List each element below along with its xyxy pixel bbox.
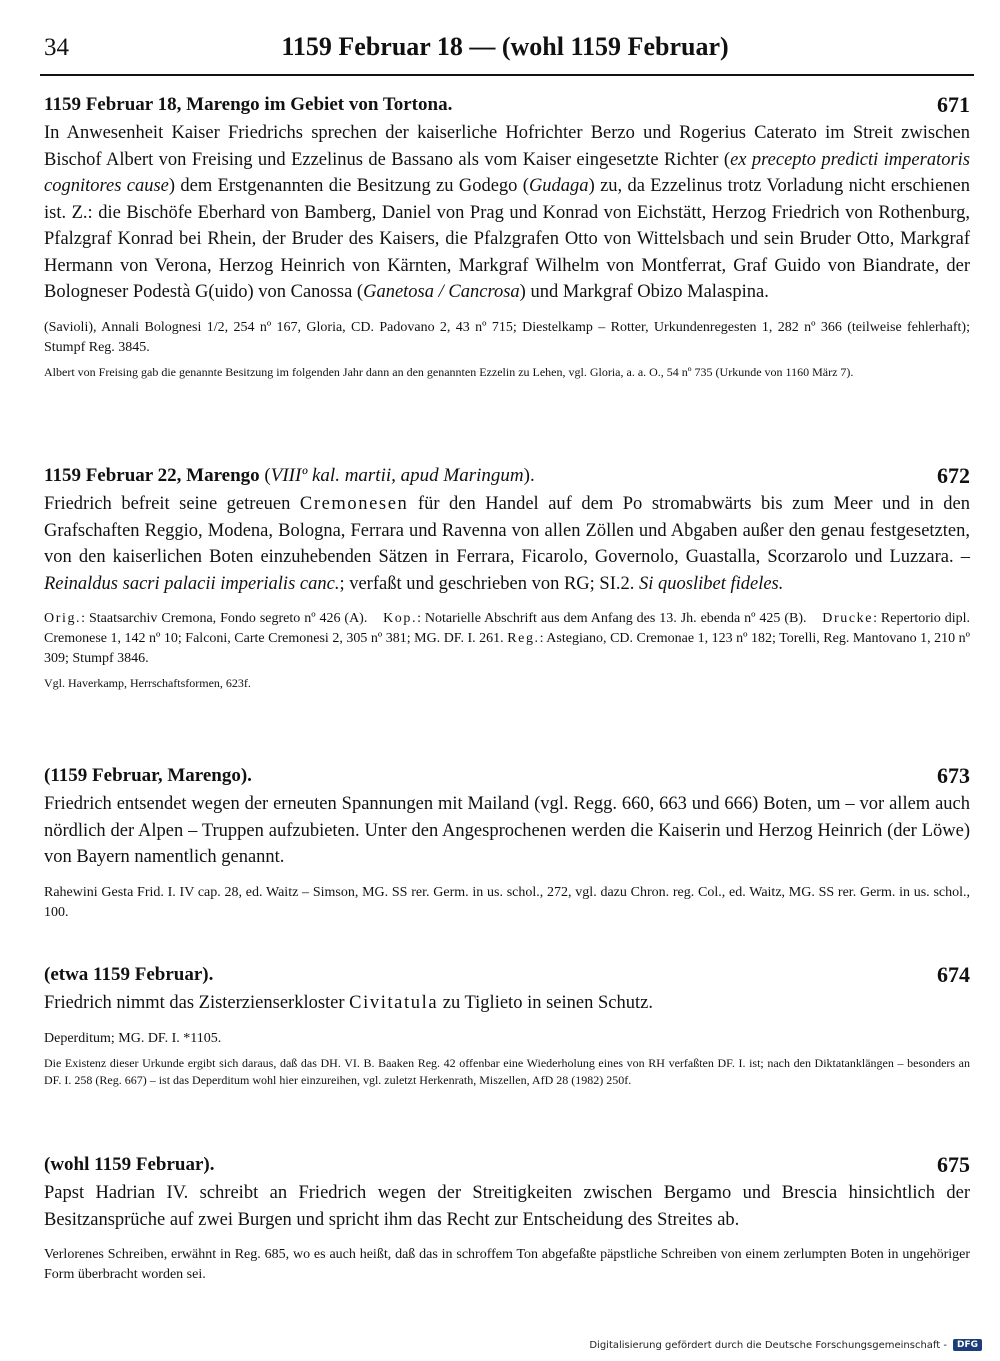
entry-date: 1159 Februar 22, Marengo (VIIIº kal. martii, apud Maringum).	[44, 465, 535, 486]
entry-673	[44, 765, 970, 923]
entry-date: (1159 Februar, Marengo).	[44, 765, 252, 786]
entry-date: 1159 Februar 18, Marengo im Gebiet von Tortona.	[44, 94, 453, 115]
entry-heading	[44, 94, 970, 120]
entry-number: 675	[937, 1152, 970, 1177]
running-head	[40, 30, 970, 76]
entry-sources: Deperditum; MG. DF. I. *1105.	[44, 1030, 222, 1046]
entry-sources: Rahewini Gesta Frid. I. IV cap. 28, ed. Waitz – Simson, MG. SS rer. Germ. in us. schol., 272, vgl. dazu Chron. reg. Col., ed. Waitz, MG. SS rer. Germ. in us. schol., 100.	[44, 884, 970, 920]
entry-number: 672	[937, 463, 970, 488]
entry-heading	[44, 964, 970, 990]
entry-heading	[44, 465, 970, 491]
entry-sources: (Savioli), Annali Bolognesi 1/2, 254 nº 167, Gloria, CD. Padovano 2, 43 nº 715; Diestelkamp – Rotter, Urkundenregesten 1, 282 nº 366 (teilweise fehlerhaft); Stumpf Reg. 3845.	[44, 319, 970, 355]
digitization-footer	[589, 1339, 982, 1351]
entry-note: Albert von Freising gab die genannte Besitzung im folgenden Jahr dann an den genannten Ezzelin zu Lehen, vgl. Gloria, a. a. O., 54 nº 735 (Urkunde von 1160 März 7).	[44, 364, 854, 379]
dfg-logo: DFG	[953, 1339, 982, 1351]
entry-number: 671	[937, 92, 970, 117]
page-number: 34	[44, 34, 69, 61]
entry-number: 673	[937, 763, 970, 788]
entry-summary: Papst Hadrian IV. schreibt an Friedrich wegen der Streitigkeiten zwischen Bergamo und Brescia hinsichtlich der Besitzansprüche auf zwei Burgen und spricht ihm das Recht zur Entscheidung des Streites ab.	[44, 1183, 970, 1230]
entry-675	[44, 1154, 970, 1285]
entry-672	[44, 465, 970, 692]
entry-summary: Friedrich nimmt das Zisterzienserkloster Civitatula zu Tiglieto in seinen Schutz.	[44, 993, 653, 1013]
entry-sources: Orig.: Staatsarchiv Cremona, Fondo segreto nº 426 (A). Kop.: Notarielle Abschrift aus dem Anfang des 13. Jh. ebenda nº 425 (B). Drucke: Repertorio dipl. Cremonese 1, 142 nº 10; Falconi, Carte Cremonesi 2, 305 nº 381; MG. DF. I. 261. Reg.: Astegiano, CD. Cremonae 1, 123 nº 182; Torelli, Reg. Mantovano 1, 210 nº 309; Stumpf 3846.	[44, 611, 971, 666]
entry-heading	[44, 765, 970, 791]
entry-date: (etwa 1159 Februar).	[44, 964, 214, 985]
footer-text: Digitalisierung gefördert durch die Deutsche Forschungsgemeinschaft -	[589, 1339, 947, 1351]
entry-summary: In Anwesenheit Kaiser Friedrichs sprechen der kaiserliche Hofrichter Berzo und Rogerius Caterato im Streit zwischen Bischof Albert von Freising und Ezzelinus de Bassano als vom Kaiser eingesetzte Richter (ex precepto predicti imperatoris cognitores cause) dem Erstgenannten die Besitzung zu Godego (Gudaga) zu, da Ezzelinus trotz Vorladung nicht erschienen ist. Z.: die Bischöfe Eberhard von Bamberg, Daniel von Prag und Konrad von Eichstätt, Herzog Friedrich von Rothenburg, Pfalzgraf Konrad bei Rhein, der Bruder des Kaisers, die Pfalzgrafen Otto von Wittelsbach und sein Bruder Otto, Markgraf Hermann von Verona, Herzog Heinrich von Kärnten, Markgraf Wilhelm von Montferrat, Graf Guido von Biandrate, der Bologneser Podestà G(uido) von Canossa (Ganetosa / Cancrosa) und Markgraf Obizo Malaspina.	[44, 123, 971, 302]
entry-date: (wohl 1159 Februar).	[44, 1154, 215, 1175]
entry-sources: Verlorenes Schreiben, erwähnt in Reg. 685, wo es auch heißt, daß das in schroffem Ton abgefaßte päpstliche Schreiben von einem zerlumpten Boten in ungehöriger Form überbracht worden sei.	[44, 1247, 970, 1282]
header-rule	[40, 74, 974, 76]
entry-671	[44, 94, 970, 381]
page-title: 1159 Februar 18 — (wohl 1159 Februar)	[281, 32, 729, 61]
entry-summary: Friedrich befreit seine getreuen Cremonesen für den Handel auf dem Po stromabwärts bis zum Meer und in den Grafschaften Reggio, Modena, Bologna, Ferrara und Ravenna von allen Zöllen und Abgaben außer den genau festgesetzten, von den kaiserlichen Boten einzuhebenden Sätzen in Ferrara, Ficarolo, Governolo, Guastalla, Scorzarolo und Luzzara. – Reinaldus sacri palacii imperialis canc.; verfaßt und geschrieben von RG; SI.2. Si quoslibet fideles.	[44, 494, 970, 594]
entry-note: Vgl. Haverkamp, Herrschaftsformen, 623f.	[44, 676, 251, 690]
entry-note: Die Existenz dieser Urkunde ergibt sich daraus, daß das DH. VI. B. Baaken Reg. 42 offenbar eine Wiederholung eines von RH verfaßten DF. I. ist; nach den Diktatanklängen – besonders an DF. I. 258 (Reg. 667) – ist das Deperditum wohl hier einzureihen, vgl. zuletzt Herkenrath, Miszellen, AfD 28 (1982) 250f.	[44, 1055, 970, 1087]
entry-heading	[44, 1154, 970, 1180]
entry-674	[44, 964, 970, 1089]
entry-number: 674	[937, 962, 970, 987]
entry-summary: Friedrich entsendet wegen der erneuten Spannungen mit Mailand (vgl. Regg. 660, 663 und 666) Boten, um – vor allem auch nördlich der Alpen – Truppen aufzubieten. Unter den Angesprochenen werden die Kaiserin und Herzog Heinrich (der Löwe) von Bayern namentlich genannt.	[44, 794, 970, 867]
